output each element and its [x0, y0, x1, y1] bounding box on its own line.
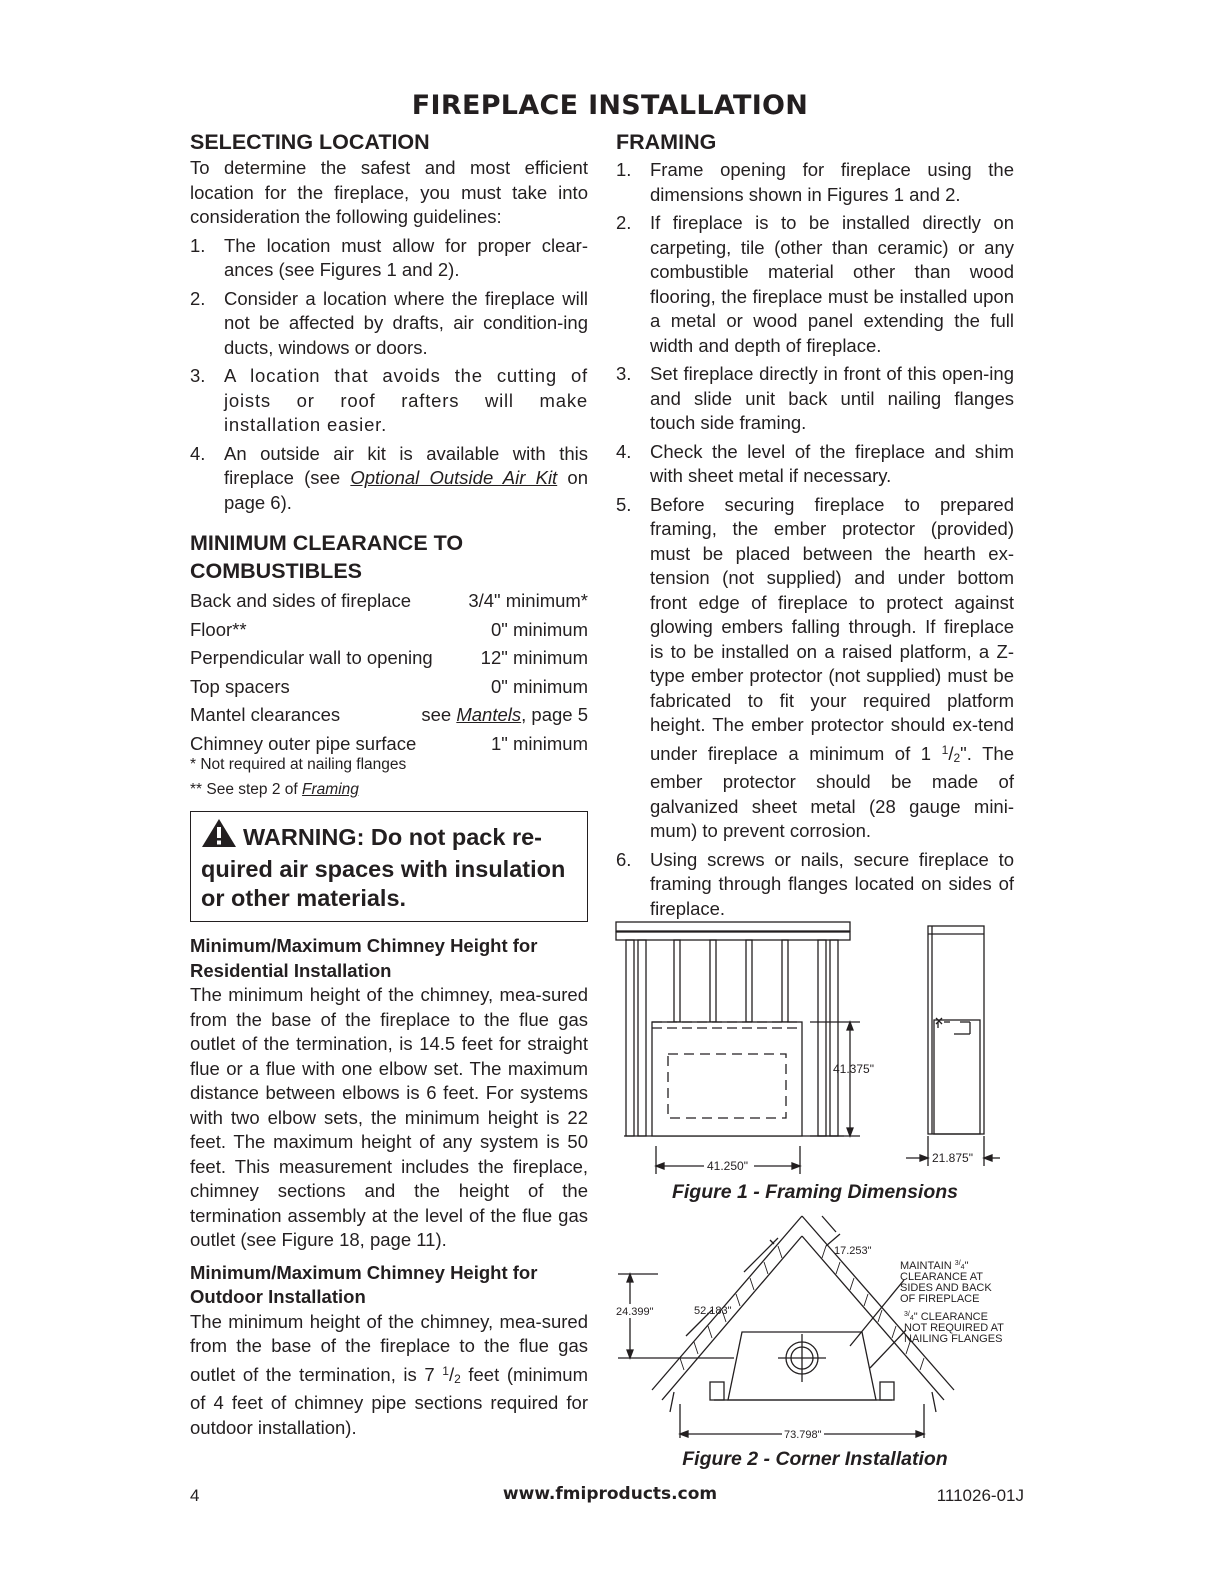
list-item: 3. Set fireplace directly in front of this open-ing and slide unit back until nailing flanges touch side framing.: [616, 363, 1014, 433]
fig1-width-label: 41.250": [707, 1159, 748, 1173]
document-number: 111026-01J: [936, 1486, 1024, 1505]
svg-text:OF FIREPLACE: OF FIREPLACE: [900, 1293, 980, 1305]
list-item: 3. A location that avoids the cutting of joists or roof rafters will make installation easier.: [190, 365, 588, 435]
figure2-caption: Figure 2 - Corner Installation: [682, 1448, 948, 1470]
selecting-location-heading: SELECTING LOCATION: [190, 130, 430, 154]
page-number: 4: [190, 1486, 200, 1505]
svg-text:CLEARANCE AT: CLEARANCE AT: [900, 1271, 983, 1283]
svg-text:NOT REQUIRED AT: NOT REQUIRED AT: [904, 1322, 1004, 1334]
residential-heading: Minimum/Maximum Chimney Height for Residential Installation: [190, 935, 538, 981]
fig2-note-clearance: [900, 1260, 992, 1305]
clearance-heading: MINIMUM CLEARANCE TO COMBUSTIBLES: [190, 531, 464, 583]
warning-triangle-icon: [201, 818, 237, 855]
list-item: 1. The location must allow for proper clear-ances (see Figures 1 and 2).: [190, 234, 588, 280]
framing-list: [616, 158, 1014, 921]
framing-heading: FRAMING: [616, 130, 717, 154]
list-item: 2. Consider a location where the fireplace will not be affected by drafts, air condition-ing ducts, windows or doors.: [190, 287, 588, 358]
residential-body: The minimum height of the chimney, mea-sured from the base of the fireplace to the flue gas outlet of the termination, is 14.5 feet for straight flue or a flue with one elbow set. The maximum distance between elbows is 6 feet. For systems with two elbow sets, the minimum height is 22 feet. The maximum height of any system is 50 feet. This measurement includes the fireplace, chimney sections and the height of the termination assembly at the level of the flue gas outlet (see Figure 18, page 11).: [190, 984, 588, 1250]
list-item: 1. Frame opening for fireplace using the dimensions shown in Figures 1 and 2.: [616, 159, 1014, 205]
clearance-row: Chimney outer pipe surface 1" minimum: [190, 732, 588, 754]
page-title: FIREPLACE INSTALLATION: [411, 90, 809, 121]
list-item: 5. Before securing fireplace to prepared framing, the ember protector (provided) must be placed between the hearth ex-tension (not supplied) and under bottom front edge of fireplace to protect against glowing embers falling through. If fireplace is to be installed on a raised platform, a Z-type ember protector (not supplied) must be fabricated to fit your required platform height. The ember protector should ex-tend under fireplace a minimum of 1 $^1$/2". The ember protector should be made of galvanized sheet metal (28 gauge mini-mum) to prevent corrosion.: [616, 493, 1014, 841]
warning-box: [190, 811, 588, 922]
fig1-depth-label: 21.875": [932, 1151, 973, 1165]
figure2-corner-diagram: [614, 1214, 1014, 1446]
right-column: [616, 128, 1014, 925]
list-item: 2. If fireplace is to be installed directly on carpeting, tile (other than ceramic) or any combustible material other than wood flooring, the fireplace must be installed upon a metal or wood panel extending the full width and depth of fireplace.: [616, 212, 1014, 356]
svg-text:SIDES AND BACK: SIDES AND BACK: [900, 1282, 992, 1294]
list-item: 4. An outside air kit is available with this fireplace (see Optional Outside Air Kit on page 6).: [190, 442, 588, 513]
fig2-dim-b: 52.183": [694, 1305, 732, 1317]
fig2-dim-d: 73.798": [784, 1429, 822, 1441]
svg-text:3/4" CLEARANCE: $^3/_4$" CLEARANCE: [904, 1311, 988, 1323]
list-item: 6. Using screws or nails, secure fireplace to framing through flanges located on sides of fireplace.: [616, 848, 1014, 919]
clearance-row: Perpendicular wall to opening 12" minimum: [190, 647, 588, 668]
figure1-framing-diagram: [614, 918, 1014, 1178]
mantels-link[interactable]: Mantels: [456, 704, 522, 725]
selecting-intro: To determine the safest and most efficient location for the fireplace, you must take into consideration the following guidelines:: [190, 157, 588, 227]
clearance-row: Top spacers 0" minimum: [190, 675, 588, 697]
fig2-note-flanges: [904, 1311, 1004, 1345]
clearance-row: Back and sides of fireplace 3/4" minimum*: [190, 590, 588, 611]
figure1-caption: Figure 1 - Framing Dimensions: [671, 1181, 959, 1203]
outdoor-heading: Minimum/Maximum Chimney Height for Outdoor Installation: [190, 1261, 538, 1307]
clearance-table: [190, 587, 588, 758]
outdoor-body: The minimum height of the chimney, mea-sured from the base of the fireplace to the flue gas outlet of the termination, is 7 $^1$/2 feet (minimum of 4 feet of chimney pipe sections required for outdoor installation).: [190, 1310, 589, 1438]
clearance-row: Mantel clearances see Mantels, page 5: [190, 704, 588, 725]
selecting-list: [190, 234, 588, 516]
svg-text:NAILING FLANGES: NAILING FLANGES: [904, 1333, 1003, 1345]
left-column: [190, 128, 588, 1440]
warning-text: WARNING: Do not pack re-quired air spaces with insulation or other materials.: [201, 824, 566, 911]
fig2-dim-a: 17.253": [834, 1245, 872, 1257]
fig2-dim-c: 24.399": [616, 1306, 654, 1318]
list-item: 4. Check the level of the fireplace and shim with sheet metal if necessary.: [616, 440, 1014, 486]
clearance-note-1: * Not required at nailing flanges: [190, 756, 407, 773]
clearance-note-2: ** See step 2 of Framing: [190, 781, 359, 798]
optional-outside-air-kit-link[interactable]: Optional Outside Air Kit: [350, 467, 558, 488]
fig1-height-label: 41.375": [833, 1062, 874, 1076]
website-link[interactable]: www.fmiproducts.com: [502, 1484, 718, 1504]
svg-text:MAINTAIN 3/4": MAINTAIN $^3/_4$": [900, 1260, 969, 1272]
framing-link[interactable]: Framing: [302, 781, 359, 798]
clearance-row: Floor** 0" minimum: [190, 618, 588, 640]
